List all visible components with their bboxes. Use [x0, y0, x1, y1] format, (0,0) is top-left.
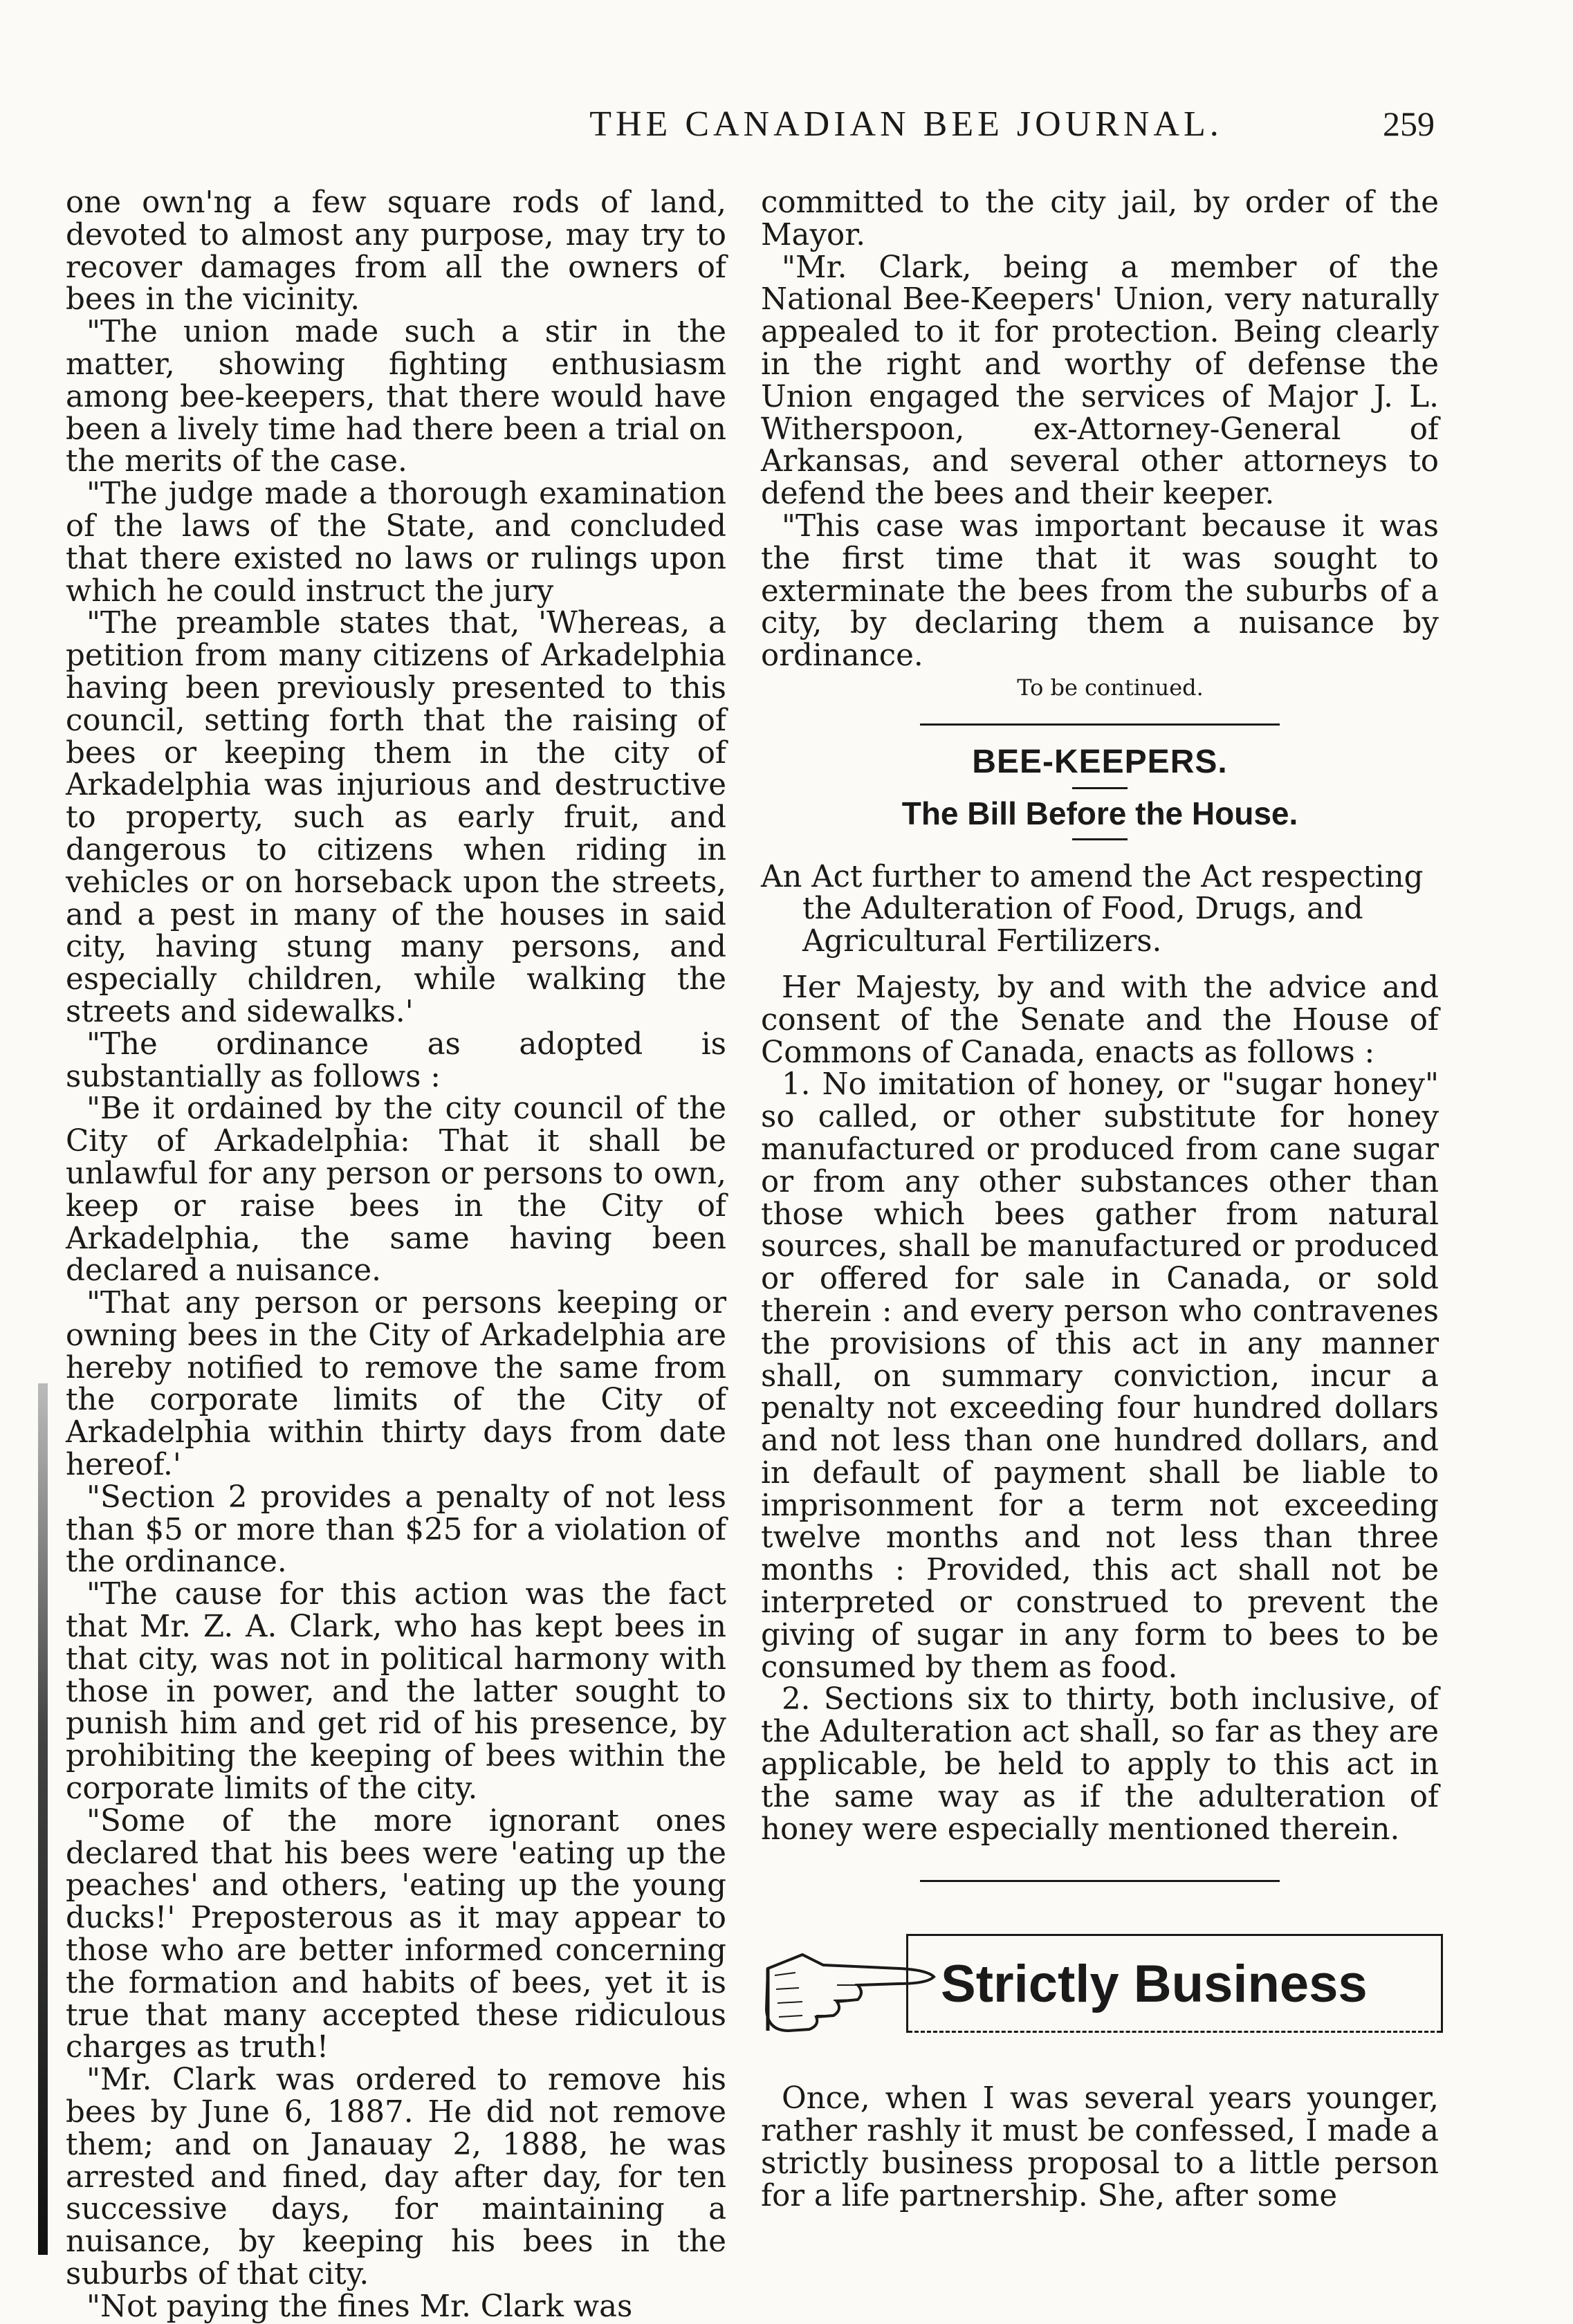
heading-divider	[1072, 787, 1128, 789]
article-paragraph: Once, when I was several years younger, rather rashly it must be confessed, I made a strictly business proposal to a little person for a life partnership. She, after some	[761, 2081, 1439, 2213]
article-paragraph: "This case was important because it was the first time that it was sought to exterminate the bees from the suburbs of a city, by declaring them a nuisance by ordinance.	[761, 508, 1439, 674]
article-paragraph: "The judge made a thorough examination of the laws of the State, and concluded that there existed no laws or rulings upon which he could instruct the jury	[66, 477, 726, 609]
article-paragraph: "Mr. Clark, being a member of the National Bee-Keepers' Union, very naturally appealed to it for protection. Being clearly in the right and worthy of defense the Union engaged the services of Major J. L. Witherspoon, ex-Attorney-General of Arkansas, and several other attorneys to defend the bees and their keeper.	[761, 250, 1439, 512]
right-column	[761, 187, 1439, 2213]
journal-title: THE CANADIAN BEE JOURNAL.	[589, 104, 1223, 144]
article-paragraph: "Some of the more ignorant ones declared that his bees were 'eating up the peaches' and others, 'eating up the young ducks!' Preposterous as it may appear to those who are better informed concerning the formation and habits of bees, yet it is true that many accepted these ridiculous charges as truth!	[66, 1803, 726, 2065]
to-be-continued-note: To be continued.	[1017, 674, 1204, 701]
banner-text: Strictly Business	[941, 1955, 1368, 2014]
article-paragraph: "Section 2 provides a penalty of not less than $5 or more than $25 for a violation of the ordinance.	[66, 1479, 726, 1580]
act-paragraph: 1. No imitation of honey, or "sugar honey" so called, or other substitute for honey manufactured or produced from cane sugar or from any other substances other than those which bees gather from natural sources, shall be manufactured or produced or offered for sale in Canada, or sold therein : and every person who contravenes the provisions of this act in any manner shall, on summary conviction, incur a penalty not exceeding four hundred dollars and not less than one hundred dollars, and in default of payment shall be liable to imprisonment for a term not exceeding twelve months and not less than three months : Provided, this act shall not be interpreted or construed to prevent the giving of sugar in any form to bees to be consumed by them as food.	[761, 1067, 1439, 1685]
article-paragraph: "Be it ordained by the city council of the City of Arkadelphia: That it shall be unlawful for any person or persons to own, keep or raise bees in the City of Arkadelphia, the same having been declared a nuisance.	[66, 1091, 726, 1289]
act-paragraph: Her Majesty, by and with the advice and consent of the Senate and the House of Commons of Canada, enacts as follows :	[761, 970, 1439, 1070]
article-paragraph: "The cause for this action was the fact that Mr. Z. A. Clark, who has kept bees in that city, was not in political harmony with those in power, and the latter sought to punish him and get rid of his presence, by prohibiting the keeping of bees within the corporate limits of the city.	[66, 1577, 726, 1807]
article-paragraph: committed to the city jail, by order of the Mayor.	[761, 185, 1439, 252]
article-paragraph: "That any person or persons keeping or owning bees in the City of Arkadelphia are hereby notified to remove the same from the corporate limits of the City of Arkadelphia within thirty days from date hereof.'	[66, 1286, 726, 1483]
section-heading: BEE-KEEPERS.	[972, 743, 1228, 780]
section-subheading: The Bill Before the House.	[901, 795, 1298, 831]
subheading-divider	[1072, 838, 1128, 840]
strictly-business-banner	[761, 1920, 1439, 2045]
article-paragraph: "Not paying the fines Mr. Clark was	[86, 2289, 633, 2324]
section-divider	[920, 723, 1280, 726]
page-number: 259	[1383, 104, 1435, 143]
article-paragraph: "The ordinance as adopted is substantially as follows :	[66, 1026, 726, 1094]
article-paragraph: one own'ng a few square rods of land, devoted to almost any purpose, may try to recover damages from all the owners of bees in the vicinity.	[66, 185, 726, 317]
left-column	[66, 187, 726, 2323]
act-title: An Act further to amend the Act respecting the Adulteration of Food, Drugs, and Agricultural Fertilizers.	[761, 859, 1424, 959]
article-paragraph: "The union made such a stir in the matter, showing fighting enthusiasm among bee-keepers, that there would have been a lively time had there been a trial on the merits of the case.	[66, 315, 726, 479]
act-paragraph: 2. Sections six to thirty, both inclusive, of the Adulteration act shall, so far as they are applicable, be held to apply to this act in the same way as if the adulteration of honey were especially mentioned therein.	[761, 1682, 1439, 1847]
article-paragraph: "Mr. Clark was ordered to remove his bees by June 6, 1887. He did not remove them; and on Janauay 2, 1888, he was arrested and fined, day after day, for ten successive days, for maintaining a nuisance, by keeping his bees in the suburbs of that city.	[66, 2063, 726, 2291]
margin-scan-mark	[38, 1383, 48, 2255]
article-paragraph: "The preamble states that, 'Whereas, a petition from many citizens of Arkadelphia having been previously presented to this council, setting forth that the raising of bees or keeping them in the city of Arkadelphia was injurious and destructive to property, such as early fruit, and dangerous to citizens when riding in vehicles or on horseback upon the streets, and a pest in many of the houses in said city, having stung many persons, and especially children, while walking the streets and sidewalks.'	[66, 606, 726, 1029]
section-divider	[920, 1880, 1280, 1882]
